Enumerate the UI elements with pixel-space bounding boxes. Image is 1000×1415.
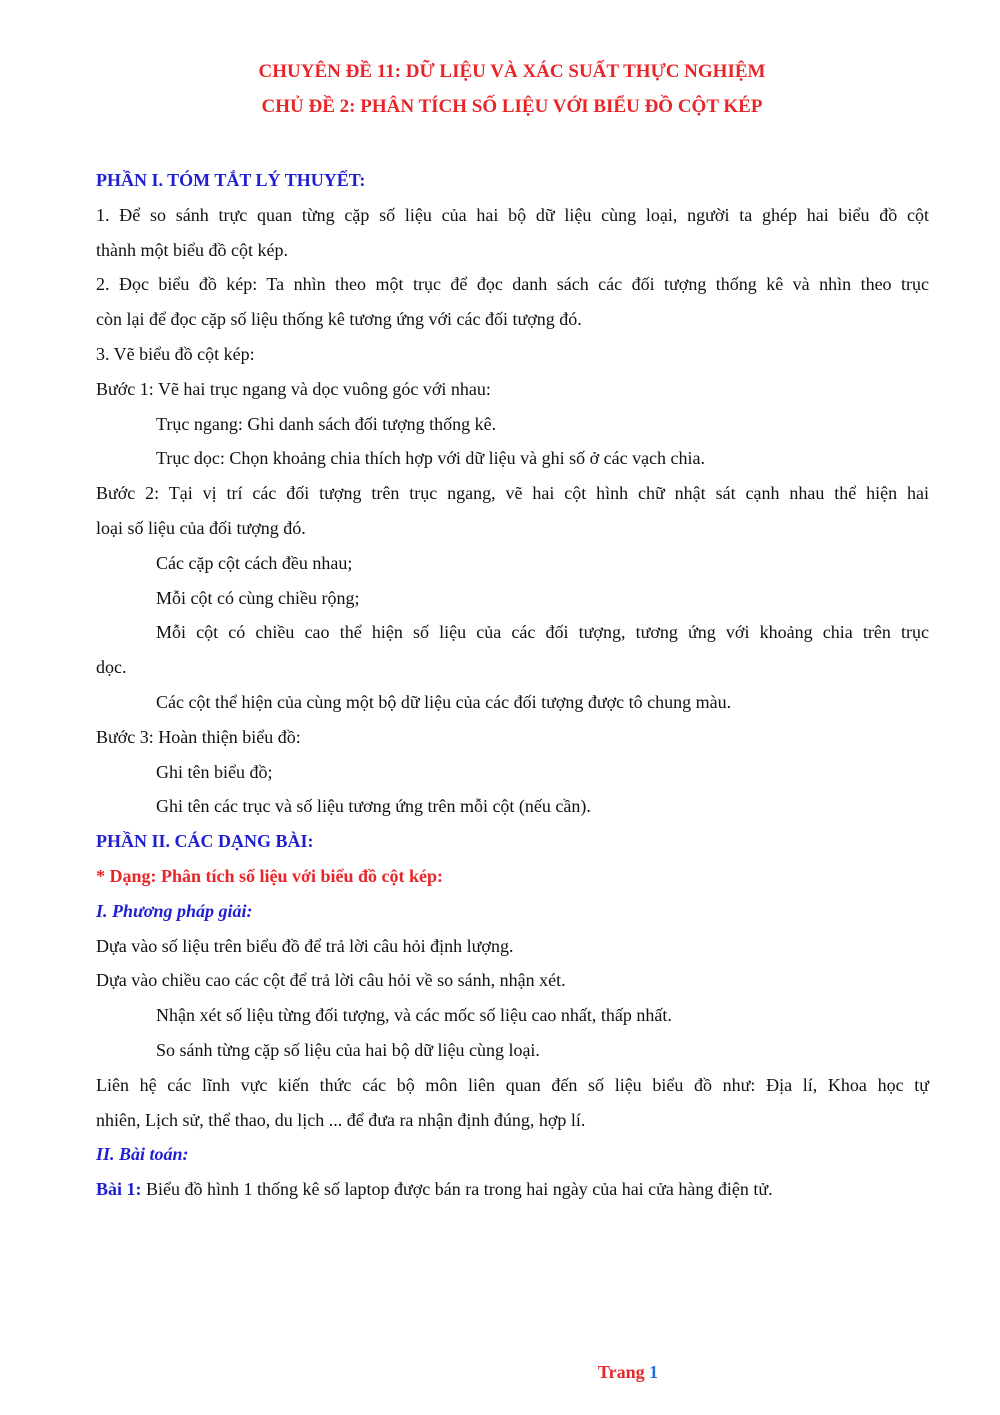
form-heading: * Dạng: Phân tích số liệu với biểu đồ cột kép: — [96, 865, 444, 886]
problems-heading: II. Bài toán: — [96, 1144, 189, 1165]
step-3: Bước 3: Hoàn thiện biểu đồ: — [96, 726, 301, 747]
document-body — [96, 163, 929, 1207]
subtopic-title: CHỦ ĐỀ 2: PHÂN TÍCH SỐ LIỆU VỚI BIỂU ĐỒ CỘT KÉP — [261, 96, 763, 117]
step-item-cont: dọc. — [96, 657, 127, 678]
step-item: Mỗi cột có cùng chiều rộng; — [156, 587, 360, 608]
paragraph: 2. Đọc biểu đồ kép: Ta nhìn theo một trục để đọc danh sách các đối tượng thống kê và nhìn theo trục — [96, 274, 929, 295]
method-item: Nhận xét số liệu từng đối tượng, và các mốc số liệu cao nhất, thấp nhất. — [156, 1005, 672, 1026]
paragraph: 3. Vẽ biểu đồ cột kép: — [96, 343, 255, 364]
problem-1-label: Bài 1: — [96, 1179, 142, 1200]
paragraph: Liên hệ các lĩnh vực kiến thức các bộ môn liên quan đến số liệu biểu đồ như: Địa lí, Khoa học tự — [96, 1074, 929, 1095]
paragraph: Dựa vào số liệu trên biểu đồ để trả lời câu hỏi định lượng. — [96, 935, 514, 956]
paragraph: nhiên, Lịch sử, thể thao, du lịch ... để đưa ra nhận định đúng, hợp lí. — [96, 1109, 586, 1130]
page-footer — [0, 1362, 1000, 1383]
problem-1-text: Biểu đồ hình 1 thống kê số laptop được bán ra trong hai ngày của hai cửa hàng điện tử. — [141, 1179, 773, 1200]
paragraph: Dựa vào chiều cao các cột để trả lời câu hỏi về so sánh, nhận xét. — [96, 970, 566, 991]
step-item: Các cột thể hiện của cùng một bộ dữ liệu của các đối tượng được tô chung màu. — [156, 691, 732, 712]
part1-heading: PHẦN I. TÓM TẮT LÝ THUYẾT: — [96, 170, 366, 190]
step-1: Bước 1: Vẽ hai trục ngang và dọc vuông góc với nhau: — [96, 378, 491, 399]
paragraph: thành một biểu đồ cột kép. — [96, 239, 288, 260]
part2-heading: PHẦN II. CÁC DẠNG BÀI: — [96, 831, 314, 852]
step-item: Mỗi cột có chiều cao thể hiện số liệu của các đối tượng, tương ứng với khoảng chia trên trục — [156, 622, 929, 643]
step-item: Ghi tên các trục và số liệu tương ứng trên mỗi cột (nếu cần). — [156, 796, 591, 817]
step-item: Các cặp cột cách đều nhau; — [156, 552, 353, 573]
step-item: Trục dọc: Chọn khoảng chia thích hợp với dữ liệu và ghi số ở các vạch chia. — [156, 448, 706, 469]
page-label: Trang — [597, 1362, 645, 1382]
paragraph: còn lại để đọc cặp số liệu thống kê tương ứng với các đối tượng đó. — [96, 309, 582, 330]
paragraph: 1. Để so sánh trực quan từng cặp số liệu của hai bộ dữ liệu cùng loại, người ta ghép hai biểu đồ cột — [96, 204, 929, 225]
step-item: Ghi tên biểu đồ; — [156, 761, 273, 782]
method-heading: I. Phương pháp giải: — [96, 900, 253, 921]
problem-1 — [96, 1172, 929, 1207]
page-number: 1 — [649, 1362, 659, 1382]
step-2-cont: loại số liệu của đối tượng đó. — [96, 517, 306, 538]
method-item: So sánh từng cặp số liệu của hai bộ dữ liệu cùng loại. — [156, 1039, 540, 1060]
step-item: Trục ngang: Ghi danh sách đối tượng thống kê. — [156, 413, 497, 434]
step-2: Bước 2: Tại vị trí các đối tượng trên trục ngang, vẽ hai cột hình chữ nhật sát cạnh nhau thể hiện hai — [96, 483, 929, 504]
topic-title: CHUYÊN ĐỀ 11: DỮ LIỆU VÀ XÁC SUẤT THỰC NGHIỆM — [258, 61, 766, 82]
